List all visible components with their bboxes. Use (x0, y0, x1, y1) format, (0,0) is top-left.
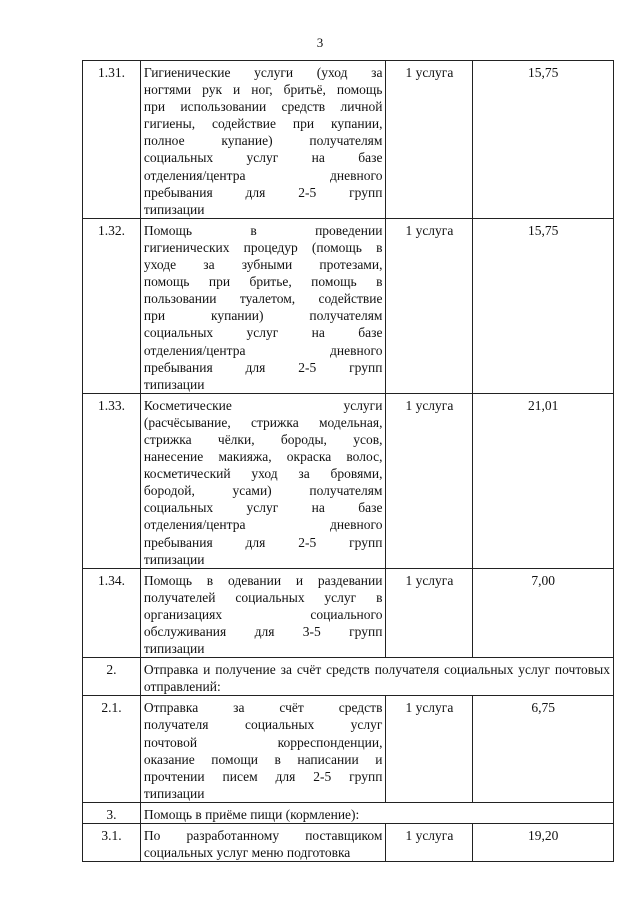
item-number: 2.1. (83, 696, 141, 803)
service-description-line: прочтении писем для 2-5 групп (143, 768, 383, 784)
service-description-line: социальных услуг на базе (143, 325, 383, 341)
service-description-line: обслуживания для 3-5 групп (143, 624, 383, 639)
section-number: 3. (83, 802, 141, 823)
item-number: 1.31. (83, 61, 141, 219)
price-value: 15,75 (473, 218, 614, 393)
service-description (140, 61, 386, 219)
service-description-line: типизации (143, 201, 205, 217)
service-description-line: (расчёсывание, стрижка модельная, (143, 414, 383, 430)
service-description-line: стрижка чёлки, бороды, усов, (143, 431, 383, 447)
service-description (140, 218, 386, 393)
service-description-line: пользовании туалетом, содействие (143, 291, 383, 307)
service-description-line: Гигиенические услуги (уход за (143, 65, 383, 80)
unit-of-service: 1 услуга (386, 218, 473, 393)
service-description-line: Помощь в проведении (143, 222, 383, 238)
service-description-line: пребывания для 2-5 групп (143, 184, 383, 200)
price-value: 19,20 (473, 824, 614, 862)
price-value: 21,01 (473, 393, 614, 568)
unit-of-service: 1 услуга (386, 393, 473, 568)
service-description (140, 824, 386, 862)
service-description-line: типизации (143, 785, 205, 801)
price-value: 15,75 (473, 61, 614, 219)
service-description-line: помощь при бритье, помощь в (143, 274, 383, 290)
service-description-line: По разработанному поставщиком (143, 828, 383, 844)
table-row (83, 824, 614, 862)
service-description-line: оказание помощи в написании и (143, 751, 383, 767)
service-description-line: типизации (143, 376, 205, 392)
section-title: Помощь в приёме пищи (кормление): (140, 802, 613, 823)
service-description-line: Отправка за счёт средств (143, 700, 383, 716)
service-description (140, 393, 386, 568)
service-description-line: уходе за зубными протезами, (143, 257, 383, 273)
service-description-line: полное купание) получателям (143, 133, 383, 149)
item-number: 1.34. (83, 568, 141, 657)
unit-of-service: 1 услуга (386, 696, 473, 803)
service-description-line: при купании) получателям (143, 308, 383, 324)
service-description (140, 696, 386, 803)
service-description-line: социальных услуг на базе (143, 150, 383, 166)
service-description-line: организациях социального (143, 606, 383, 622)
table-row (83, 393, 614, 568)
price-value: 6,75 (473, 696, 614, 803)
page-number: 3 (316, 35, 324, 50)
table-row (83, 568, 614, 657)
item-number: 1.32. (83, 218, 141, 393)
unit-of-service: 1 услуга (386, 61, 473, 219)
service-description-line: социальных услуг на базе (143, 500, 383, 516)
service-description-line: при использовании средств личной (143, 99, 383, 115)
service-description-line: социальных услуг меню подготовка (143, 845, 351, 861)
unit-of-service: 1 услуга (386, 824, 473, 862)
section-number: 2. (83, 658, 141, 696)
services-table-body (83, 61, 614, 862)
service-description-line: отделения/центра дневного (143, 517, 383, 533)
unit-of-service: 1 услуга (386, 568, 473, 657)
service-description-line: почтовой корреспонденции, (143, 734, 383, 750)
service-description-line: нанесение макияжа, окраска волос, (143, 449, 383, 465)
service-description-line: косметический уход за бровями, (143, 466, 383, 482)
service-description-line: получателя социальных услуг (143, 717, 383, 733)
service-description-line: Косметические услуги (143, 397, 383, 413)
service-description-line: отделения/центра дневного (143, 342, 383, 358)
section-row (83, 658, 614, 696)
service-description (140, 568, 386, 657)
service-description-line: типизации (143, 641, 205, 657)
table-row (83, 218, 614, 393)
service-description-line: гигиенических процедур (помощь в (143, 239, 383, 255)
service-description-line: бородой, усами) получателям (143, 483, 383, 499)
section-row (83, 802, 614, 823)
service-description-line: Помощь в одевании и раздевании (143, 572, 383, 588)
service-description-line: ногтями рук и ног, бритьё, помощь (143, 82, 383, 98)
service-description-line: отделения/центра дневного (143, 167, 383, 183)
table-row (83, 696, 614, 803)
price-value: 7,00 (473, 568, 614, 657)
service-description-line: типизации (143, 551, 205, 567)
item-number: 3.1. (83, 824, 141, 862)
services-table (82, 60, 614, 862)
section-title: Отправка и получение за счёт средств получателя социальных услуг почтовых отправлений: (140, 658, 613, 696)
item-number: 1.33. (83, 393, 141, 568)
service-description-line: пребывания для 2-5 групп (143, 359, 383, 375)
service-description-line: гигиены, содействие при купании, (143, 116, 383, 132)
table-row (83, 61, 614, 219)
service-description-line: получателей социальных услуг в (143, 589, 383, 605)
service-description-line: пребывания для 2-5 групп (143, 534, 383, 550)
